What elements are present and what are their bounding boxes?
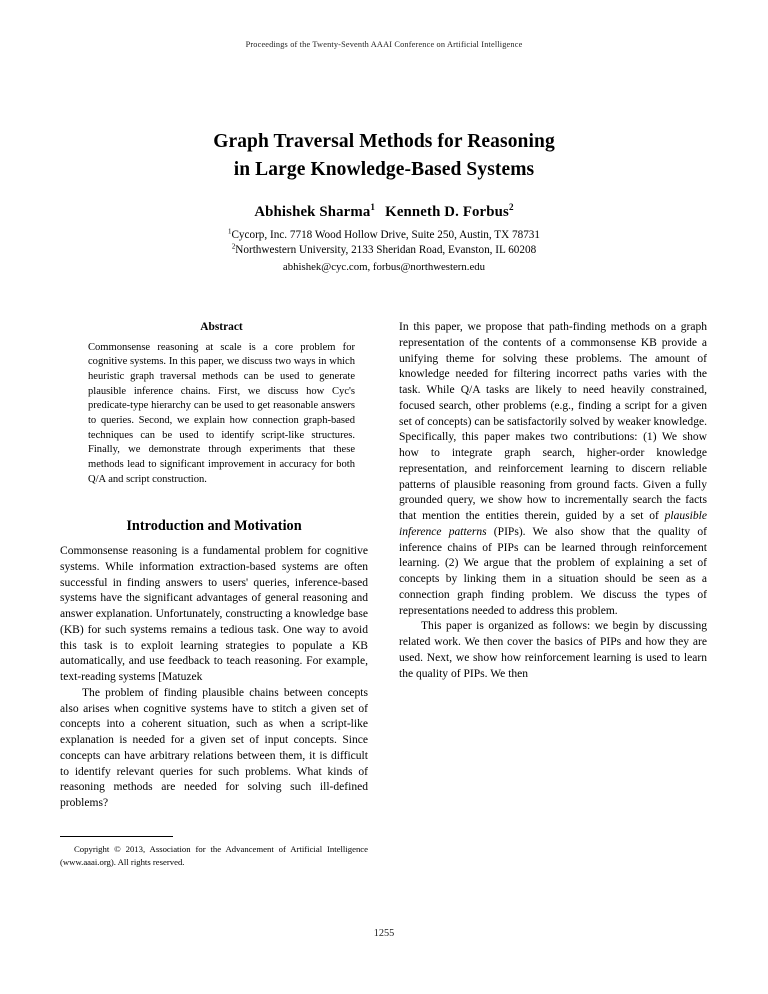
proceedings-header: Proceedings of the Twenty-Seventh AAAI Conference on Artificial Intelligence [245,40,523,49]
left-column [60,320,368,812]
intro-paragraph-1-continued [60,544,368,686]
affiliation-text-2: Northwestern University, 2133 Sheridan Road, Evanston, IL 60208 [235,244,537,257]
affiliation-1 [64,228,704,244]
page-number: 1255 [373,928,395,939]
title-block [64,128,704,276]
footnote-rule [60,836,173,837]
author-name-2: Kenneth D. Forbus [385,203,509,220]
right-column [399,320,707,682]
section-spacer [60,488,368,517]
author-affil-marker-2: 2 [508,201,514,212]
abstract-heading: Abstract [200,321,243,333]
intro-p3-text-b: (PIPs). We also show that the quality of inference chains of PIPs can be learned through reinforcement learning. (2) We argue that the problem of explaining a set of concepts by linking them in a situation should be seen as a connection graph finding problem. We discuss the types of representations needed to address this problem. [399,525,707,617]
affiliation-2 [64,243,704,259]
affiliation-marker-1: 1 [228,226,232,235]
intro-paragraph-3 [399,320,707,619]
copyright-text: Copyright © 2013, Association for the Advancement of Artificial Intelligence (www.aaai.org). All rights reserved. [60,844,368,867]
intro-paragraph-4: This paper is organized as follows: we begin by discussing related work. We then cover the basics of PIPs and how they are used. Next, we show how reinforcement learning is used to learn the quality of PIPs. We then [399,620,707,680]
abstract-text: Commonsense reasoning at scale is a core problem for cognitive systems. In this paper, we discuss two ways in which heuristic graph traversal methods can be used to generate plausible inference chains. First, we discuss how Cyc's predicate-type hierarchy can be used to get reasonable answers to queries. Second, we explain how connection graph-based techniques can be used to identify script-like structures. Finally, we demonstrate through experiments that these methods lead to significant improvement in accuracy for both Q/A and script construction. [88,341,355,485]
introduction-heading: Introduction and Motivation [126,517,302,534]
intro-p3-emphasis: plausible inference patterns [399,510,707,538]
page-title [64,128,704,185]
intro-paragraph-2-continued: The problem of finding plausible chains between concepts also arises when cognitive systems have to stitch a given set of concepts into a coherent situation, such as when a script-like explanation is needed for a given set of input concepts. Since concepts can have arbitrary relations between them, it is difficult to identify relevant queries for such problems. What kinds of reasoning methods are needed for solving such ill-defined problems? [60,686,369,810]
intro-p1-text-a: Commonsense reasoning is a fundamental problem for cognitive systems. While information extraction-based systems are often successful in finding answers to users' queries, inference-based systems have the significant advantages of general reasoning and answer explanation. Unfortunately, constructing a knowledge base (KB) for such systems remains a tedious task. One way to avoid this task is to exploit learning strategies to populate a KB automatically, and use feedback to teach reasoning. For example, text-reading systems [Matuzek [60,545,368,684]
paper-title-line-1: Graph Traversal Methods for Reasoning [213,131,555,152]
copyright-footnote [60,836,368,868]
abstract-section [60,320,368,488]
author-list [64,201,704,221]
affiliation-text-1: Cycorp, Inc. 7718 Wood Hollow Drive, Suite 250, Austin, TX 78731 [231,228,540,241]
affiliation-marker-2: 2 [231,242,236,251]
intro-p3-text-a: In this paper, we propose that path-finding methods on a graph representation of the contents of a commonsense KB provide a unifying theme for solving these problems. The amount of knowledge needed for filtering incorrect paths varies with the task. While Q/A tasks are likely to need heavily constrained, focused search, other problems (e.g., finding a script for a given set of concepts) can be satisfactorily solved by weaker knowledge. Specifically, this paper makes two contributions: (1) We show how to integrate graph search, higher-order knowledge representation, and reinforcement learning to discern reliable patterns of plausible reasoning from ground facts. Given a fully grounded query, we show how to incrementally search the facts that mention the entities therein, guided by a set of [399,321,707,522]
author-emails: abhishek@cyc.com, forbus@northwestern.edu [282,261,486,274]
affiliation-list [64,228,704,276]
author-name-1: Abhishek Sharma [254,203,371,220]
author-affil-marker-1: 1 [370,201,376,212]
paper-title-line-2: in Large Knowledge-Based Systems [233,159,535,181]
